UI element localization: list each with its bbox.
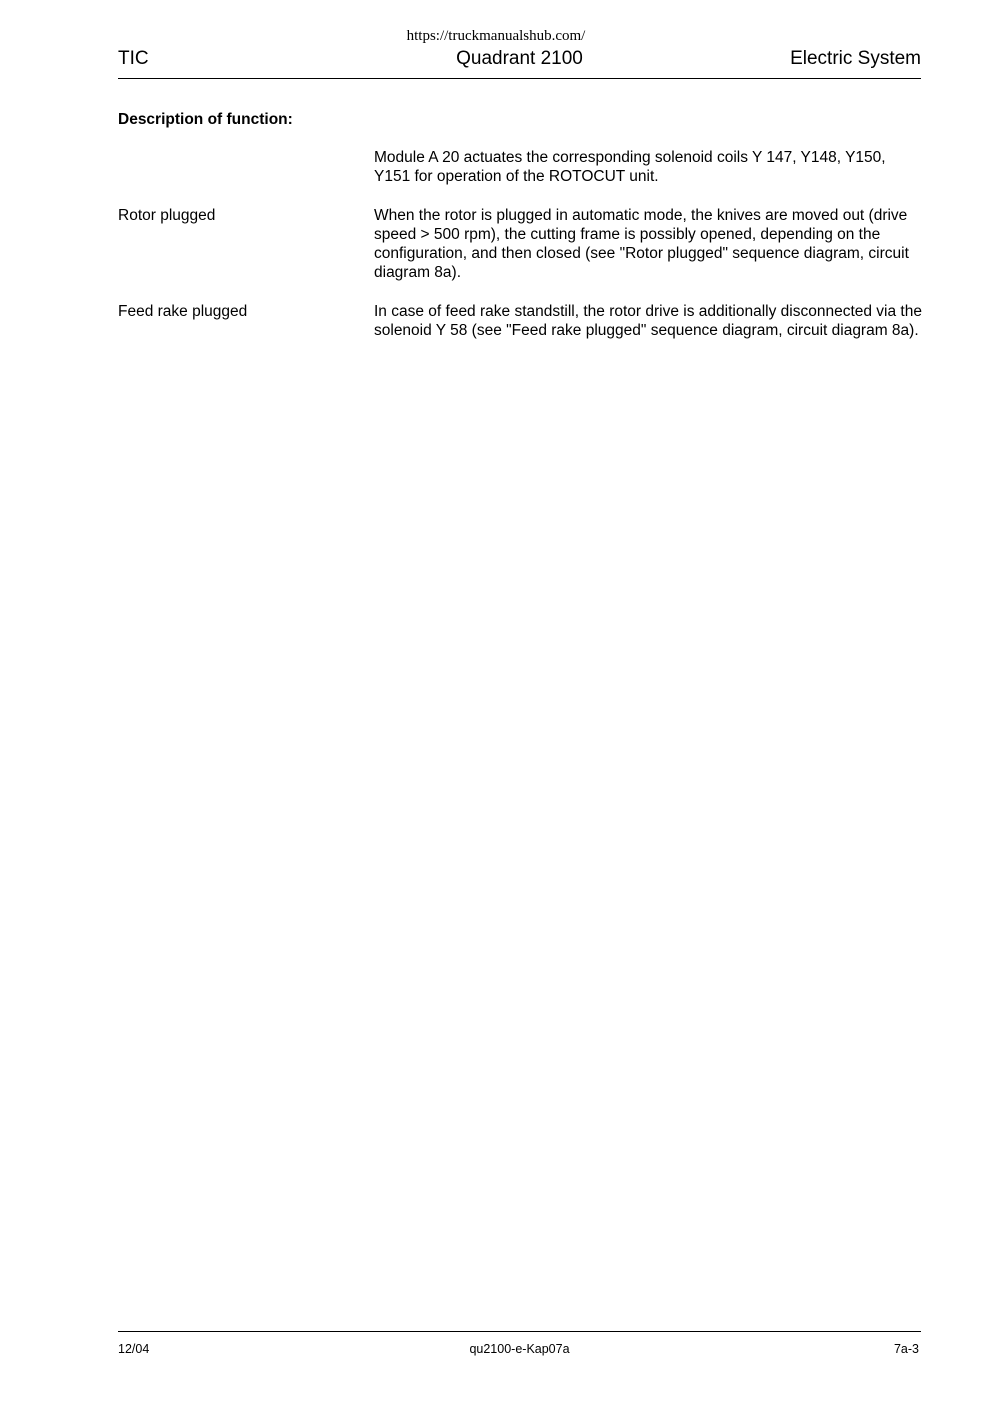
- row-label: Rotor plugged: [118, 207, 216, 224]
- row-text: Module A 20 actuates the corresponding solenoid coils Y 147, Y148, Y150, Y151 for operation of the ROTOCUT unit.: [374, 149, 886, 185]
- header-left: TIC: [118, 48, 149, 69]
- section-heading: Description of function:: [118, 111, 293, 128]
- header-right: Electric System: [790, 48, 921, 69]
- header-divider: [118, 78, 921, 79]
- footer-date: 12/04: [118, 1342, 150, 1356]
- footer-divider: [118, 1331, 921, 1332]
- row-text: In case of feed rake standstill, the rotor drive is additionally disconnected via the solenoid Y 58 (see "Feed rake plugged" sequence diagram, circuit diagram 8a).: [374, 303, 922, 339]
- row-text: When the rotor is plugged in automatic mode, the knives are moved out (drive speed > 500 rpm), the cutting frame is possibly opened, depending on the configuration, and then closed (see "Rotor plugged" sequence diagram, circuit diagram 8a).: [374, 207, 909, 281]
- page-header: [118, 48, 921, 70]
- footer-document-id: qu2100-e-Kap07a: [469, 1342, 570, 1356]
- header-title: Quadrant 2100: [456, 48, 583, 69]
- footer-page-number: 7a-3: [893, 1342, 919, 1356]
- row-label: Feed rake plugged: [118, 303, 248, 320]
- watermark-url: https://truckmanualshub.com/: [406, 28, 586, 44]
- page-footer: [118, 1341, 921, 1357]
